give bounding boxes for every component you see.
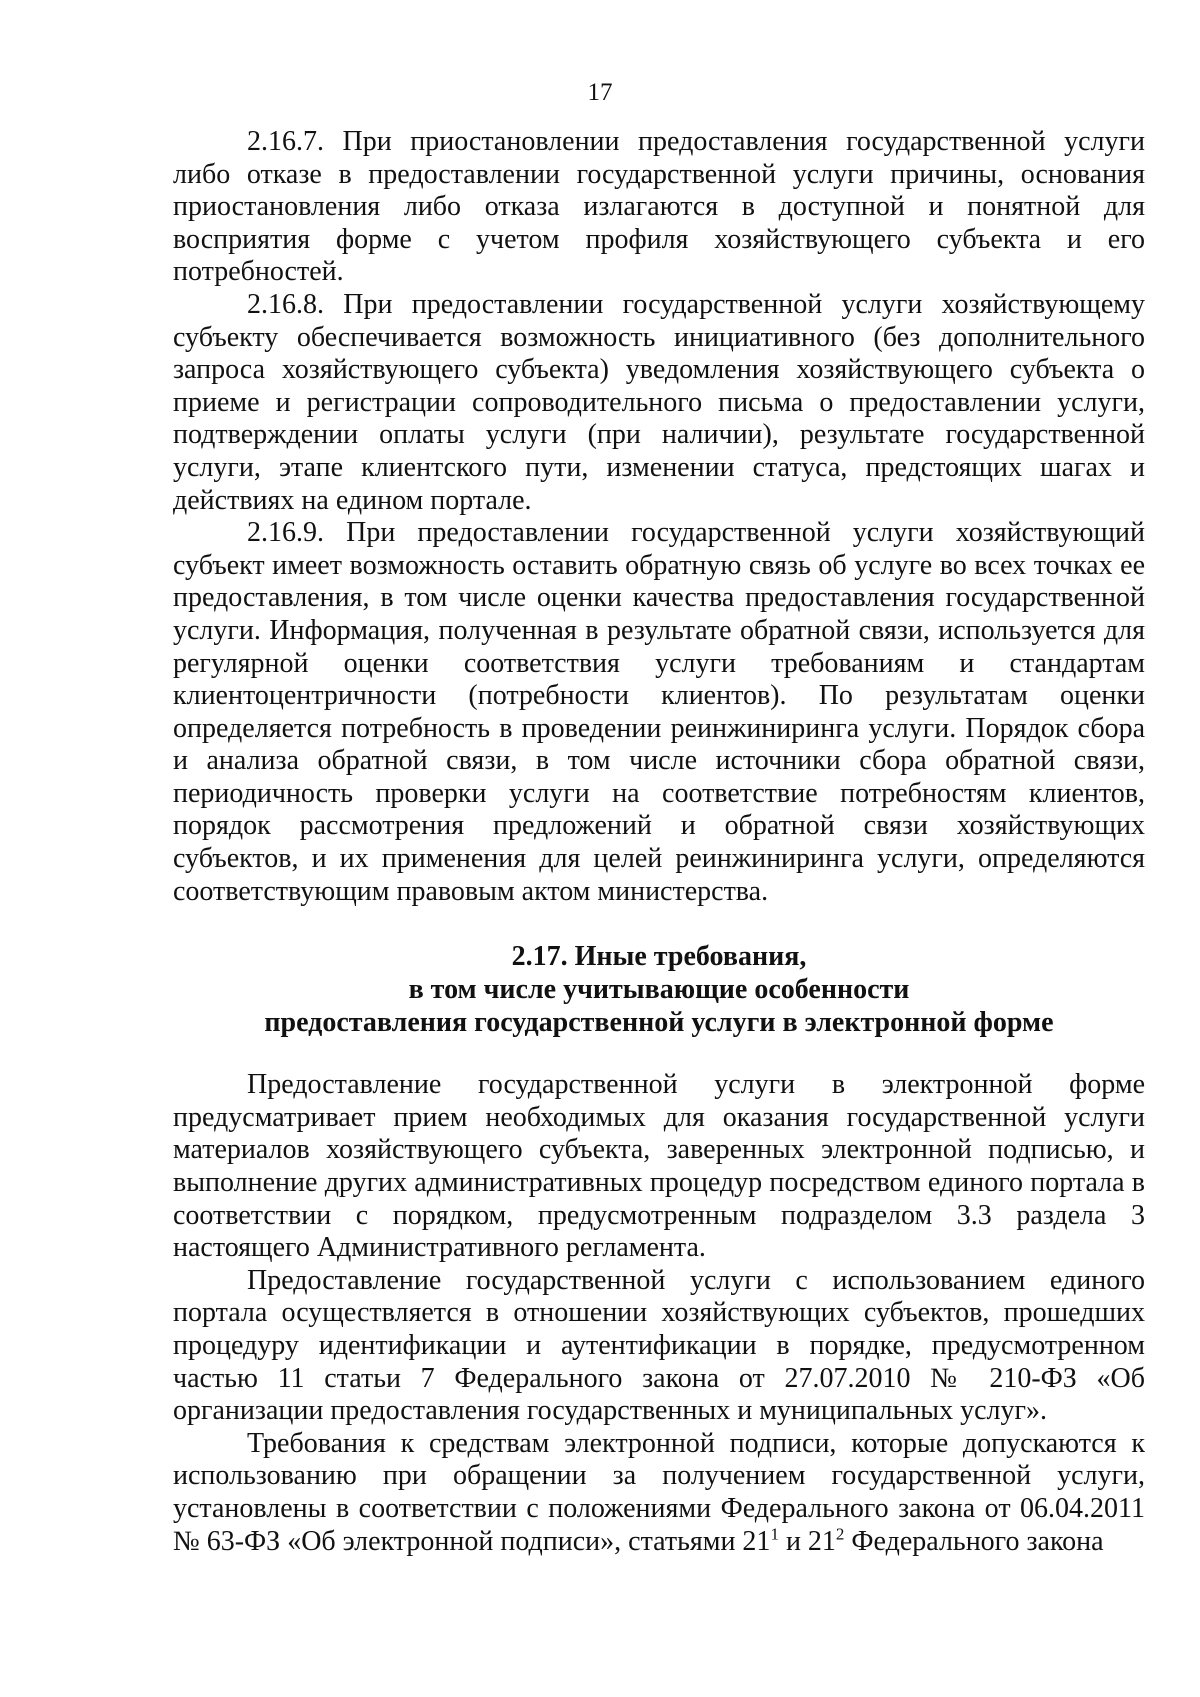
signature-text-part-2: и 21 xyxy=(778,1525,836,1557)
heading-line-3: предоставления государственной услуги в электронной форме xyxy=(264,1007,1054,1039)
paragraph-2-16-8: 2.16.8. При предоставлении государственной услуги хозяйствующему субъекту обеспечивается возможность инициативного (без дополнительного запроса хозяйствующего субъекта) уведомления хозяйствующего субъекта о приеме и регистрации сопроводительного письма о предоставлении услуги, подтверждении оплаты услуги (при наличии), результате государственной услуги, этапе клиентского пути, изменении статуса, предстоящих шагах и действиях на едином портале. xyxy=(173,288,1145,516)
paragraph-2-16-7: 2.16.7. При приостановлении предоставления государственной услуги либо отказе в предоставлении государственной услуги причины, основания приостановления либо отказа излагаются в доступной и понятной для восприятия форме с учетом профиля хозяйствующего субъекта и его потребностей. xyxy=(173,126,1145,288)
section-heading-2-17 xyxy=(173,940,1145,1039)
paragraph-2-16-9: 2.16.9. При предоставлении государственной услуги хозяйствующий субъект имеет возможность оставить обратную связь об услуге во всех точках ее предоставления, в том числе оценки качества предоставления государственной услуги. Информация, полученная в результате обратной связи, используется для регулярной оценки соответствия услуги требованиям и стандартам клиентоцентричности (потребности клиентов). По результатам оценки определяется потребность в проведении реинжиниринга услуги. Порядок сбора и анализа обратной связи, в том числе источники сбора обратной связи, периодичность проверки услуги на соответствие потребностям клиентов, порядок рассмотрения предложений и обратной связи хозяйствующих субъектов, и их применения для целей реинжиниринга услуги, определяются соответствующим правовым актом министерства. xyxy=(173,517,1145,907)
paragraph-single-portal: Предоставление государственной услуги с использованием единого портала осуществляется в отношении хозяйствующих субъектов, прошедших процедуру идентификации и аутентификации в порядке, предусмотренном частью 11 статьи 7 Федерального закона от 27.07.2010 № 210-ФЗ «Об организации предоставления государственных и муниципальных услуг». xyxy=(173,1264,1145,1427)
superscript-1: 1 xyxy=(770,1524,779,1544)
superscript-2: 2 xyxy=(835,1524,845,1544)
paragraph-electronic-form: Предоставление государственной услуги в электронной форме предусматривает прием необходимых для оказания государственной услуги материалов хозяйствующего субъекта, заверенных электронной подписью, и выполнение других административных процедур посредством единого портала в соответствии с порядком, предусмотренным подразделом 3.3 раздела 3 настоящего Административного регламента. xyxy=(173,1069,1145,1264)
document-body xyxy=(173,126,1145,1558)
heading-line-1: 2.17. Иные требования, xyxy=(511,941,807,973)
signature-text-part-1: Требования к средствам электронной подписи, которые допускаются к использованию при обращении за получением государственной услуги, установлены в соответствии с положениями Федерального закона от 06.04.2011 № 63-ФЗ «Об электронной подписи», статьями 21 xyxy=(173,1427,1145,1557)
page-number: 17 xyxy=(587,79,613,106)
signature-text-part-3: Федерального закона xyxy=(844,1525,1104,1557)
paragraph-signature-requirements xyxy=(173,1428,1145,1558)
heading-line-2: в том числе учитывающие особенности xyxy=(408,974,910,1006)
